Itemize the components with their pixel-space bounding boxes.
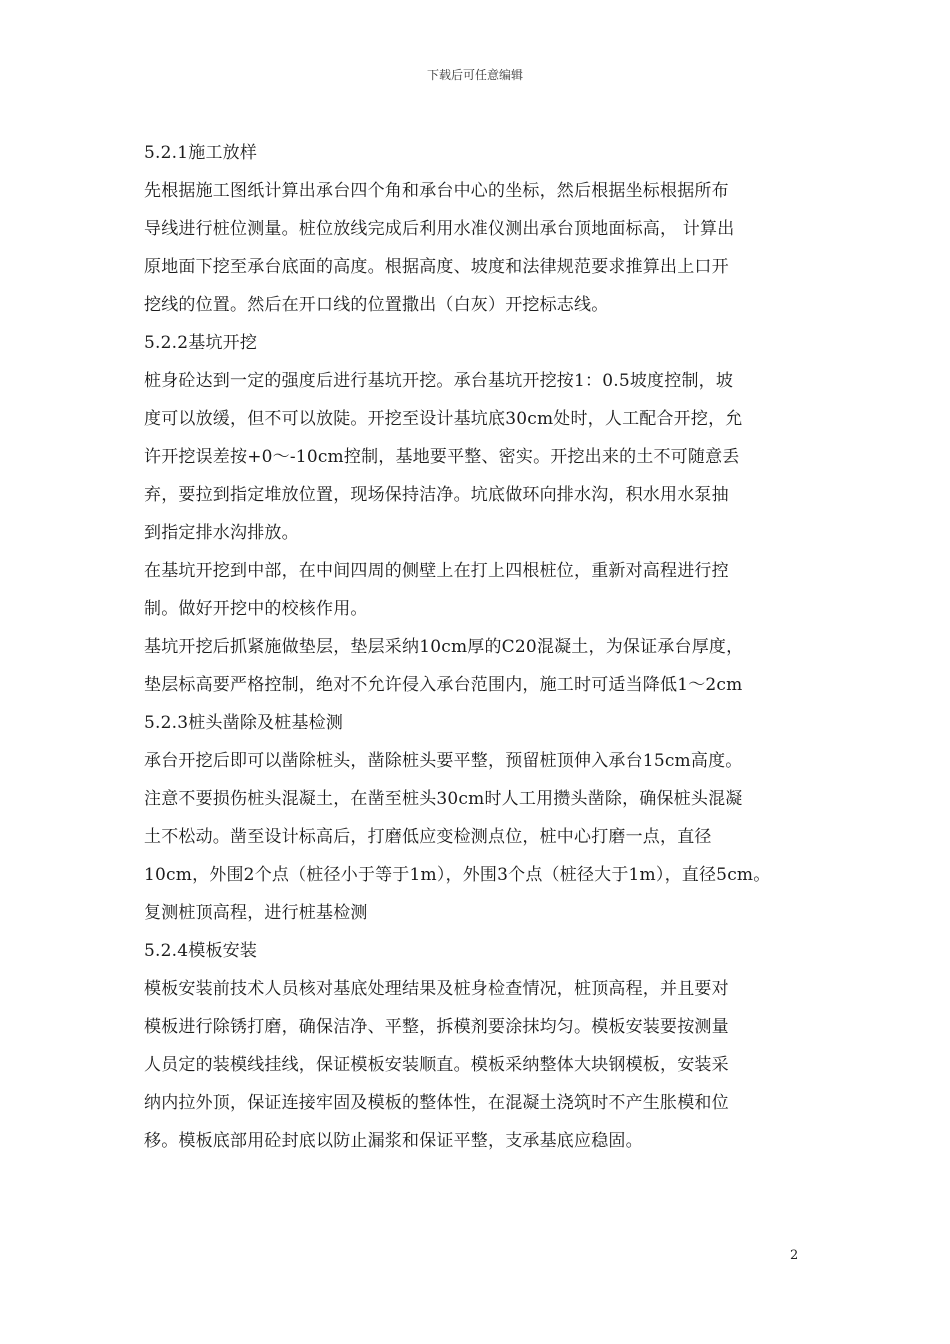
body-text-line: 人员定的装模线挂线，保证模板安装顺直。模板采纳整体大块钢模板，安装采 [144, 1055, 729, 1075]
body-text-line: 弃，要拉到指定堆放位置，现场保持洁净。坑底做环向排水沟，积水用水泵抽 [144, 485, 729, 505]
body-text-line: 承台开挖后即可以凿除桩头，凿除桩头要平整，预留桩顶伸入承台15cm高度。 [144, 751, 743, 771]
body-text-line: 10cm，外围2个点（桩径小于等于1m），外围3个点（桩径大于1m），直径5cm。 [144, 865, 771, 885]
page-header-note: 下载后可任意编辑 [426, 68, 523, 82]
heading-5-2-1: 5.2.1施工放样 [144, 143, 258, 163]
body-text-line: 许开挖误差按+0～-10cm控制，基地要平整、密实。开挖出来的土不可随意丢 [144, 447, 740, 467]
body-text-line: 移。模板底部用砼封底以防止漏浆和保证平整，支承基底应稳固。 [144, 1131, 643, 1151]
heading-5-2-3: 5.2.3桩头凿除及桩基检测 [144, 713, 344, 733]
body-text-line: 土不松动。凿至设计标高后，打磨低应变检测点位，桩中心打磨一点，直径 [144, 827, 712, 847]
body-text-line: 制。做好开挖中的校核作用。 [144, 599, 368, 619]
body-text-line: 注意不要损伤桩头混凝土，在凿至桩头30cm时人工用攒头凿除，确保桩头混凝 [144, 789, 743, 809]
body-text-line: 度可以放缓，但不可以放陡。开挖至设计基坑底30cm处时，人工配合开挖，允 [144, 409, 743, 429]
body-text-line: 先根据施工图纸计算出承台四个角和承台中心的坐标，然后根据坐标根据所布 [144, 181, 729, 201]
body-text-line: 模板安装前技术人员核对基底处理结果及桩身检查情况，桩顶高程，并且要对 [144, 979, 729, 999]
body-text-line: 基坑开挖后抓紧施做垫层，垫层采纳10cm厚的C20混凝土，为保证承台厚度， [144, 637, 744, 657]
body-text-line: 桩身砼达到一定的强度后进行基坑开挖。承台基坑开挖按1：0.5坡度控制，坡 [144, 371, 734, 391]
body-text-line: 到指定排水沟排放。 [144, 523, 299, 543]
body-text-line: 复测桩顶高程，进行桩基检测 [144, 903, 368, 923]
heading-5-2-4: 5.2.4模板安装 [144, 941, 258, 961]
body-text-line: 导线进行桩位测量。桩位放线完成后利用水准仪测出承台顶地面标高， 计算出 [144, 219, 735, 239]
heading-5-2-2: 5.2.2基坑开挖 [144, 333, 258, 353]
body-text-line: 在基坑开挖到中部，在中间四周的侧壁上在打上四根桩位，重新对高程进行控 [144, 561, 729, 581]
body-text-line: 挖线的位置。然后在开口线的位置撒出（白灰）开挖标志线。 [144, 295, 609, 315]
body-text-line: 纳内拉外顶，保证连接牢固及模板的整体性，在混凝土浇筑时不产生胀模和位 [144, 1093, 729, 1113]
document-body [144, 134, 812, 1160]
page-number: 2 [790, 1248, 799, 1263]
body-text-line: 原地面下挖至承台底面的高度。根据高度、坡度和法律规范要求推算出上口开 [144, 257, 729, 277]
body-text-line: 模板进行除锈打磨，确保洁净、平整，拆模剂要涂抹均匀。模板安装要按测量 [144, 1017, 729, 1037]
body-text-line: 垫层标高要严格控制，绝对不允许侵入承台范围内，施工时可适当降低1～2cm [144, 675, 743, 695]
